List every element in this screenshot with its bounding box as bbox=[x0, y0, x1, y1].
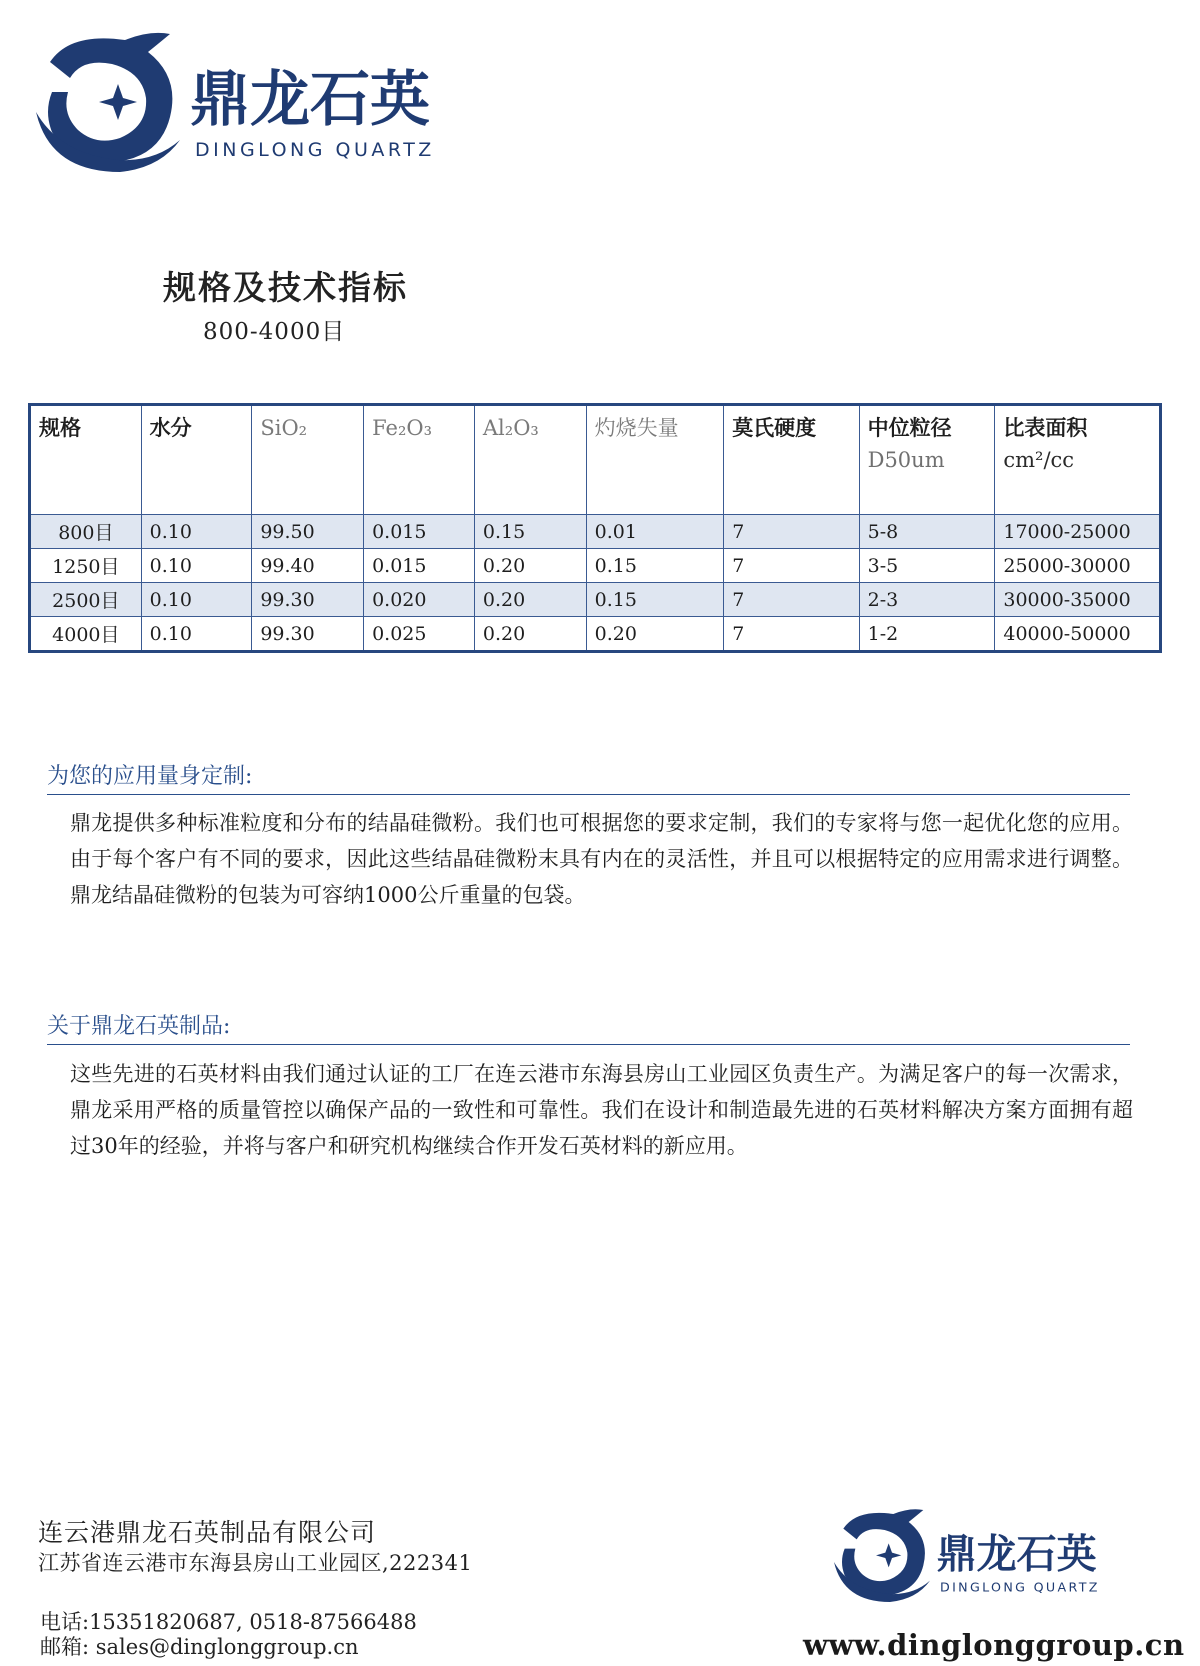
table-cell: 99.30 bbox=[252, 583, 364, 617]
header-surface-area-label: 比表面积 bbox=[1003, 415, 1088, 440]
section-body-about: 这些先进的石英材料由我们通过认证的工厂在连云港市东海县房山工业园区负责生产。为满足客户的每一次需求，鼎龙采用严格的质量管控以确保产品的一致性和可靠性。我们在设计和制造最先进的石英材料解决方案方面拥有超过30年的经验，并将与客户和研究机构继续合作开发石英材料的新应用。 bbox=[70, 1062, 1133, 1158]
footer-website-link[interactable]: www.dinglonggroup.cn bbox=[803, 1628, 1185, 1662]
table-cell: 7 bbox=[724, 515, 859, 549]
table-cell: 800目 bbox=[30, 515, 142, 549]
table-cell: 0.20 bbox=[474, 583, 586, 617]
table-cell: 7 bbox=[724, 583, 859, 617]
footer-address: 江苏省连云港市东海县房山工业园区,222341 bbox=[38, 1551, 473, 1575]
header-fe2o3: Fe₂O₃ bbox=[364, 405, 475, 515]
table-cell: 0.20 bbox=[586, 617, 724, 652]
table-cell: 1-2 bbox=[859, 617, 995, 652]
logo-english-name: DINGLONG QUARTZ bbox=[195, 139, 435, 161]
table-cell: 4000目 bbox=[30, 617, 142, 652]
header-logo bbox=[30, 22, 450, 172]
page-title: 规格及技术指标 bbox=[163, 268, 408, 307]
table-cell: 0.015 bbox=[364, 515, 475, 549]
table-cell: 0.015 bbox=[364, 549, 475, 583]
table-cell: 30000-35000 bbox=[995, 583, 1161, 617]
table-cell: 0.10 bbox=[141, 583, 252, 617]
section-heading-about: 关于鼎龙石英制品: bbox=[47, 1012, 1130, 1045]
header-mohs-hardness: 莫氏硬度 bbox=[724, 405, 859, 515]
table-cell: 5-8 bbox=[859, 515, 995, 549]
table-cell: 1250目 bbox=[30, 549, 142, 583]
table-cell: 0.20 bbox=[474, 617, 586, 652]
logo-english-name: DINGLONG QUARTZ bbox=[940, 1579, 1100, 1595]
table-cell: 7 bbox=[724, 549, 859, 583]
table-row bbox=[30, 617, 1161, 652]
table-cell: 40000-50000 bbox=[995, 617, 1161, 652]
table-cell: 0.10 bbox=[141, 515, 252, 549]
section-heading-customization: 为您的应用量身定制: bbox=[47, 762, 1130, 795]
table-cell: 0.01 bbox=[586, 515, 724, 549]
footer-email: 邮箱: sales@dinglonggroup.cn bbox=[40, 1635, 359, 1659]
header-surface-area bbox=[995, 405, 1161, 515]
header-sio2: SiO₂ bbox=[252, 405, 364, 515]
table-cell: 0.20 bbox=[474, 549, 586, 583]
table-cell: 3-5 bbox=[859, 549, 995, 583]
table-cell: 0.10 bbox=[141, 617, 252, 652]
header-moisture: 水分 bbox=[141, 405, 252, 515]
header-surface-area-unit: cm²/cc bbox=[1003, 448, 1075, 472]
header-spec: 规格 bbox=[30, 405, 142, 515]
dragon-emblem-icon bbox=[36, 33, 180, 172]
table-row bbox=[30, 515, 1161, 549]
table-cell: 2500目 bbox=[30, 583, 142, 617]
table-row bbox=[30, 583, 1161, 617]
table-header-row bbox=[30, 405, 1161, 515]
table-cell: 25000-30000 bbox=[995, 549, 1161, 583]
table-cell: 0.15 bbox=[586, 583, 724, 617]
table-cell: 17000-25000 bbox=[995, 515, 1161, 549]
table-cell: 7 bbox=[724, 617, 859, 652]
table-cell: 99.40 bbox=[252, 549, 364, 583]
logo-chinese-name: 鼎龙石英 bbox=[936, 1531, 1097, 1578]
table-cell: 0.10 bbox=[141, 549, 252, 583]
dragon-emblem-icon bbox=[834, 1509, 930, 1602]
table-row bbox=[30, 549, 1161, 583]
table-cell: 0.15 bbox=[586, 549, 724, 583]
footer-company-name: 连云港鼎龙石英制品有限公司 bbox=[38, 1518, 377, 1547]
footer-logo bbox=[800, 1502, 1140, 1602]
table-cell: 0.020 bbox=[364, 583, 475, 617]
page-subtitle: 800-4000目 bbox=[203, 319, 346, 345]
header-median-size-label: 中位粒径 bbox=[867, 415, 952, 440]
table-cell: 0.15 bbox=[474, 515, 586, 549]
table-cell: 99.50 bbox=[252, 515, 364, 549]
spec-table bbox=[28, 403, 1162, 653]
header-median-size-unit: D50um bbox=[867, 448, 945, 472]
header-al2o3: Al₂O₃ bbox=[474, 405, 586, 515]
logo-chinese-name: 鼎龙石英 bbox=[190, 65, 430, 135]
table-cell: 99.30 bbox=[252, 617, 364, 652]
table-cell: 0.025 bbox=[364, 617, 475, 652]
header-loss-on-ignition: 灼烧失量 bbox=[586, 405, 724, 515]
table-cell: 2-3 bbox=[859, 583, 995, 617]
footer-phone: 电话:15351820687, 0518-87566488 bbox=[40, 1610, 417, 1634]
header-median-size bbox=[859, 405, 995, 515]
section-body-customization: 鼎龙提供多种标准粒度和分布的结晶硅微粉。我们也可根据您的要求定制，我们的专家将与您一起优化您的应用。由于每个客户有不同的要求，因此这些结晶硅微粉末具有内在的灵活性，并且可以根据特定的应用需求进行调整。鼎龙结晶硅微粉的包装为可容纳1000公斤重量的包袋。 bbox=[70, 811, 1133, 907]
